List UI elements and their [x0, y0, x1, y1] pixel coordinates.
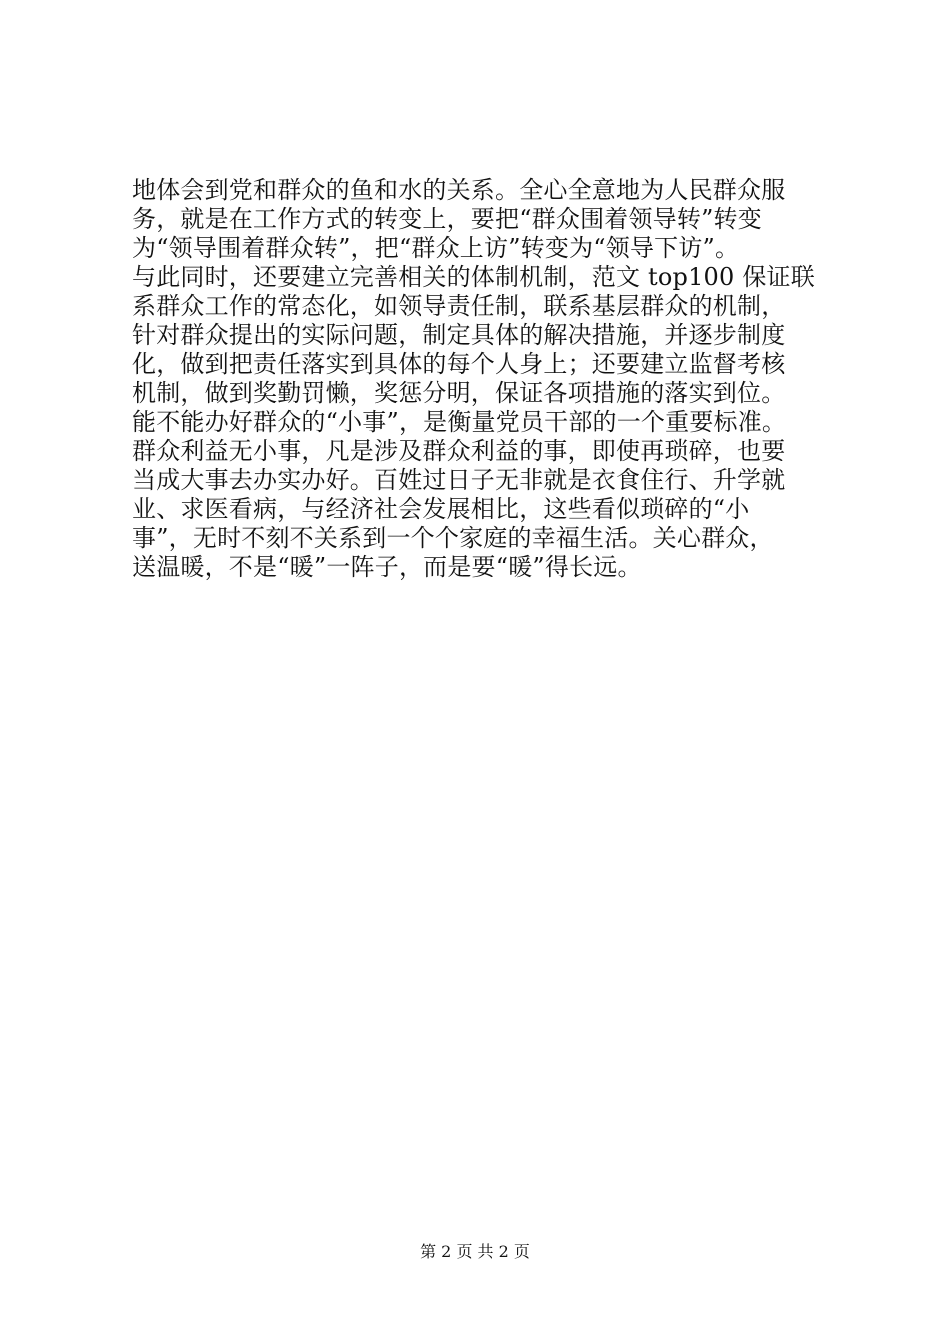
text-line: 针对群众提出的实际问题，制定具体的解决措施，并逐步制度 — [132, 321, 786, 349]
text-line: 事”，无时不刻不关系到一个个家庭的幸福生活。关心群众， — [132, 524, 774, 552]
page-number-footer: 第 2 页 共 2 页 — [420, 1242, 530, 1261]
body-text — [132, 176, 852, 582]
text-line: 地体会到党和群众的鱼和水的关系。全心全意地为人民群众服 — [132, 176, 786, 204]
text-line: 机制，做到奖勤罚懒，奖惩分明，保证各项措施的落实到位。 — [132, 379, 786, 407]
text-line: 为“领导围着群众转”，把“群众上访”转变为“领导下访”。 — [132, 234, 740, 262]
text-line: 送温暖，不是“暖”一阵子，而是要“暖”得长远。 — [132, 553, 642, 581]
text-line: 化，做到把责任落实到具体的每个人身上；还要建立监督考核 — [132, 350, 786, 378]
text-line: 群众利益无小事，凡是涉及群众利益的事，即使再琐碎，也要 — [132, 437, 786, 465]
text-line: 与此同时，还要建立完善相关的体制机制，范文 top100 保证联 — [132, 263, 815, 291]
text-line: 能不能办好群众的“小事”，是衡量党员干部的一个重要标准。 — [132, 408, 787, 436]
text-line: 务，就是在工作方式的转变上，要把“群众围着领导转”转变 — [132, 205, 762, 233]
text-line: 当成大事去办实办好。百姓过日子无非就是衣食住行、升学就 — [132, 466, 786, 494]
text-line: 系群众工作的常态化，如领导责任制，联系基层群众的机制， — [132, 292, 786, 320]
text-line: 业、求医看病，与经济社会发展相比，这些看似琐碎的“小 — [132, 495, 750, 523]
